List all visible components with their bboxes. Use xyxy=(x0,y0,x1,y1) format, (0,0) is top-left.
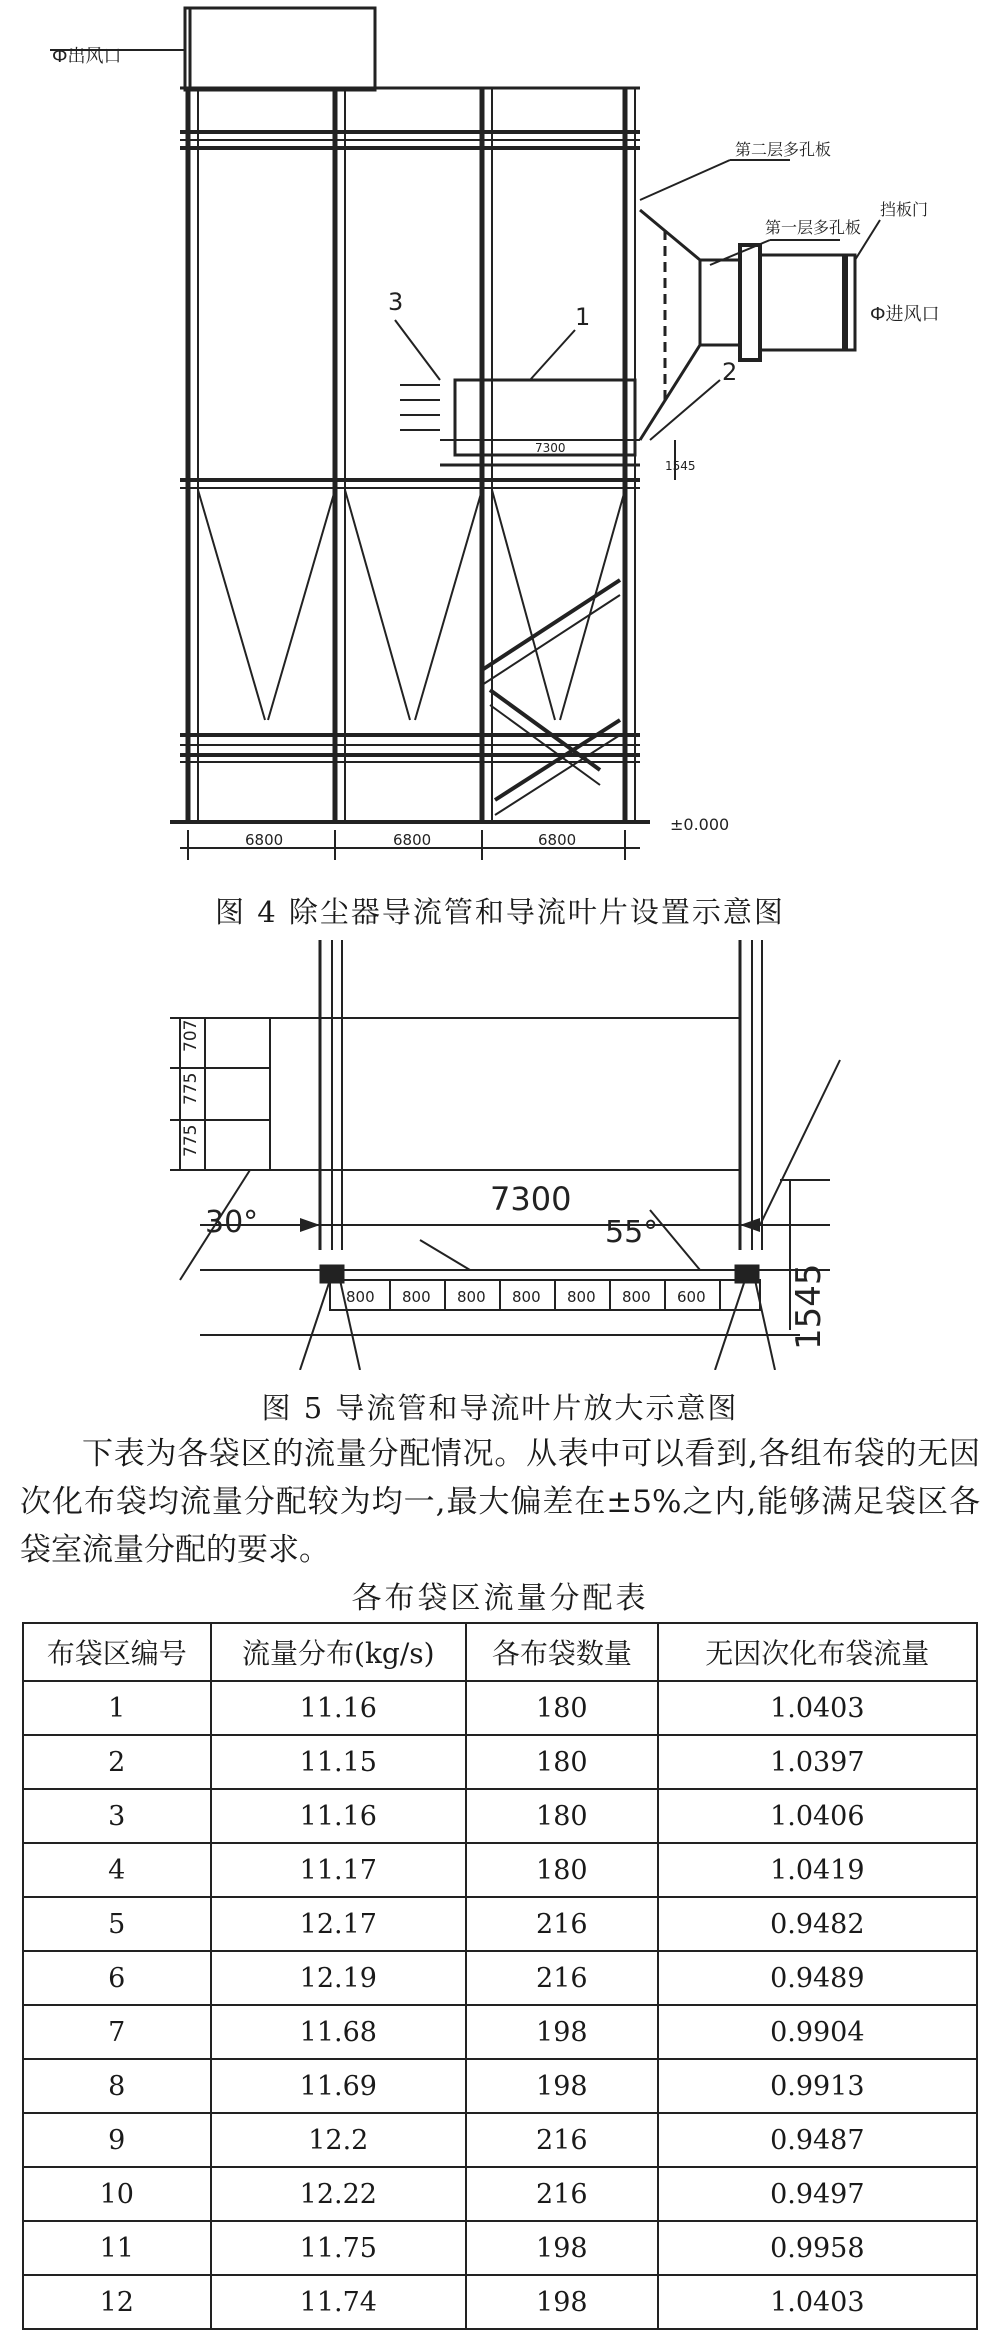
cell-dimensionless-flow: 0.9487 xyxy=(658,2113,977,2167)
table-row xyxy=(23,1897,977,1951)
table-row xyxy=(23,2005,977,2059)
header-bag-count: 各布袋数量 xyxy=(466,1623,658,1681)
fig5-angle-55: 55° xyxy=(605,1215,659,1250)
table-row xyxy=(23,2113,977,2167)
cell-flow: 11.16 xyxy=(211,1681,466,1735)
fig5-dim-775b: 775 xyxy=(181,1124,201,1157)
cell-flow: 11.68 xyxy=(211,2005,466,2059)
fig4-label-span1: 6800 xyxy=(245,831,284,849)
cell-zone-id: 12 xyxy=(23,2275,211,2329)
table-row xyxy=(23,1789,977,1843)
table-title: 各布袋区流量分配表 xyxy=(351,1581,649,1616)
cell-bag-count: 216 xyxy=(466,2167,658,2221)
cell-zone-id: 6 xyxy=(23,1951,211,2005)
cell-dimensionless-flow: 1.0397 xyxy=(658,1735,977,1789)
cell-dimensionless-flow: 0.9913 xyxy=(658,2059,977,2113)
cell-dimensionless-flow: 1.0403 xyxy=(658,1681,977,1735)
cell-zone-id: 10 xyxy=(23,2167,211,2221)
cell-zone-id: 3 xyxy=(23,1789,211,1843)
table-row xyxy=(23,2167,977,2221)
fig4-label-2: 2 xyxy=(722,358,738,386)
table-row xyxy=(23,1843,977,1897)
fig5-seg-7: 600 xyxy=(677,1288,706,1306)
cell-flow: 11.17 xyxy=(211,1843,466,1897)
cell-dimensionless-flow: 1.0419 xyxy=(658,1843,977,1897)
fig4-label-span2: 6800 xyxy=(393,831,432,849)
cell-bag-count: 180 xyxy=(466,1843,658,1897)
cell-flow: 12.22 xyxy=(211,2167,466,2221)
fig5-seg-4: 800 xyxy=(512,1288,541,1306)
table-row xyxy=(23,2059,977,2113)
fig4-label-1545: 1545 xyxy=(665,459,696,473)
table-header-row xyxy=(23,1623,977,1681)
cell-dimensionless-flow: 0.9497 xyxy=(658,2167,977,2221)
cell-bag-count: 216 xyxy=(466,1951,658,2005)
cell-dimensionless-flow: 0.9482 xyxy=(658,1897,977,1951)
cell-dimensionless-flow: 1.0403 xyxy=(658,2275,977,2329)
cell-dimensionless-flow: 0.9489 xyxy=(658,1951,977,2005)
fig5-dim-707: 707 xyxy=(181,1019,201,1052)
fig4-label-baffle2: 第二层多孔板 xyxy=(735,140,832,159)
cell-flow: 12.19 xyxy=(211,1951,466,2005)
cell-zone-id: 9 xyxy=(23,2113,211,2167)
fig5-seg-2: 800 xyxy=(402,1288,431,1306)
flow-distribution-table xyxy=(22,1622,978,2330)
fig5-seg-6: 800 xyxy=(622,1288,651,1306)
figure-4-caption: 图 4 除尘器导流管和导流叶片设置示意图 xyxy=(215,895,785,929)
cell-flow: 11.75 xyxy=(211,2221,466,2275)
cell-bag-count: 216 xyxy=(466,2113,658,2167)
cell-zone-id: 5 xyxy=(23,1897,211,1951)
header-flow: 流量分布(kg/s) xyxy=(211,1623,466,1681)
cell-dimensionless-flow: 0.9904 xyxy=(658,2005,977,2059)
body-paragraph: 下表为各袋区的流量分配情况。从表中可以看到,各组布袋的无因次化布袋均流量分配较为均一,最大偏差在±5%之内,能够满足袋区各袋室流量分配的要求。 xyxy=(20,1436,980,1568)
fig4-label-7300: 7300 xyxy=(535,441,566,455)
cell-bag-count: 180 xyxy=(466,1681,658,1735)
cell-bag-count: 198 xyxy=(466,2221,658,2275)
fig5-dim-width: 7300 xyxy=(490,1180,572,1218)
cell-bag-count: 198 xyxy=(466,2059,658,2113)
fig4-label-inlet: Ф进风口 xyxy=(870,304,940,325)
table-row xyxy=(23,1735,977,1789)
cell-bag-count: 216 xyxy=(466,1897,658,1951)
cell-bag-count: 198 xyxy=(466,2275,658,2329)
figure-5-caption: 图 5 导流管和导流叶片放大示意图 xyxy=(261,1391,739,1425)
header-zone-id: 布袋区编号 xyxy=(23,1623,211,1681)
fig5-angle-30: 30° xyxy=(205,1205,259,1240)
fig5-dim-775a: 775 xyxy=(181,1072,201,1105)
fig4-label-gate: 挡板门 xyxy=(880,200,929,219)
cell-bag-count: 180 xyxy=(466,1789,658,1843)
table-row xyxy=(23,2275,977,2329)
cell-flow: 11.69 xyxy=(211,2059,466,2113)
fig5-seg-3: 800 xyxy=(457,1288,486,1306)
cell-zone-id: 8 xyxy=(23,2059,211,2113)
cell-zone-id: 1 xyxy=(23,1681,211,1735)
cell-flow: 12.2 xyxy=(211,2113,466,2167)
figure-5-drawing xyxy=(0,940,1000,1370)
figure-4-drawing xyxy=(0,0,1000,880)
cell-zone-id: 7 xyxy=(23,2005,211,2059)
cell-flow: 12.17 xyxy=(211,1897,466,1951)
table-row xyxy=(23,1681,977,1735)
cell-zone-id: 2 xyxy=(23,1735,211,1789)
fig5-dim-height: 1545 xyxy=(789,1263,829,1350)
cell-dimensionless-flow: 0.9958 xyxy=(658,2221,977,2275)
cell-dimensionless-flow: 1.0406 xyxy=(658,1789,977,1843)
cell-zone-id: 4 xyxy=(23,1843,211,1897)
table-row xyxy=(23,1951,977,2005)
fig5-seg-1: 800 xyxy=(346,1288,375,1306)
cell-bag-count: 198 xyxy=(466,2005,658,2059)
cell-flow: 11.15 xyxy=(211,1735,466,1789)
fig4-label-span3: 6800 xyxy=(538,831,577,849)
fig4-label-baffle1: 第一层多孔板 xyxy=(765,218,862,237)
table-row xyxy=(23,2221,977,2275)
cell-zone-id: 11 xyxy=(23,2221,211,2275)
header-dimensionless-flow: 无因次化布袋流量 xyxy=(658,1623,977,1681)
fig4-label-1: 1 xyxy=(575,303,591,331)
fig4-label-3: 3 xyxy=(388,288,404,316)
fig5-seg-5: 800 xyxy=(567,1288,596,1306)
cell-flow: 11.16 xyxy=(211,1789,466,1843)
fig4-label-outlet: Ф出风口 xyxy=(52,46,122,67)
cell-flow: 11.74 xyxy=(211,2275,466,2329)
cell-bag-count: 180 xyxy=(466,1735,658,1789)
fig4-label-elevation: ±0.000 xyxy=(670,815,730,834)
